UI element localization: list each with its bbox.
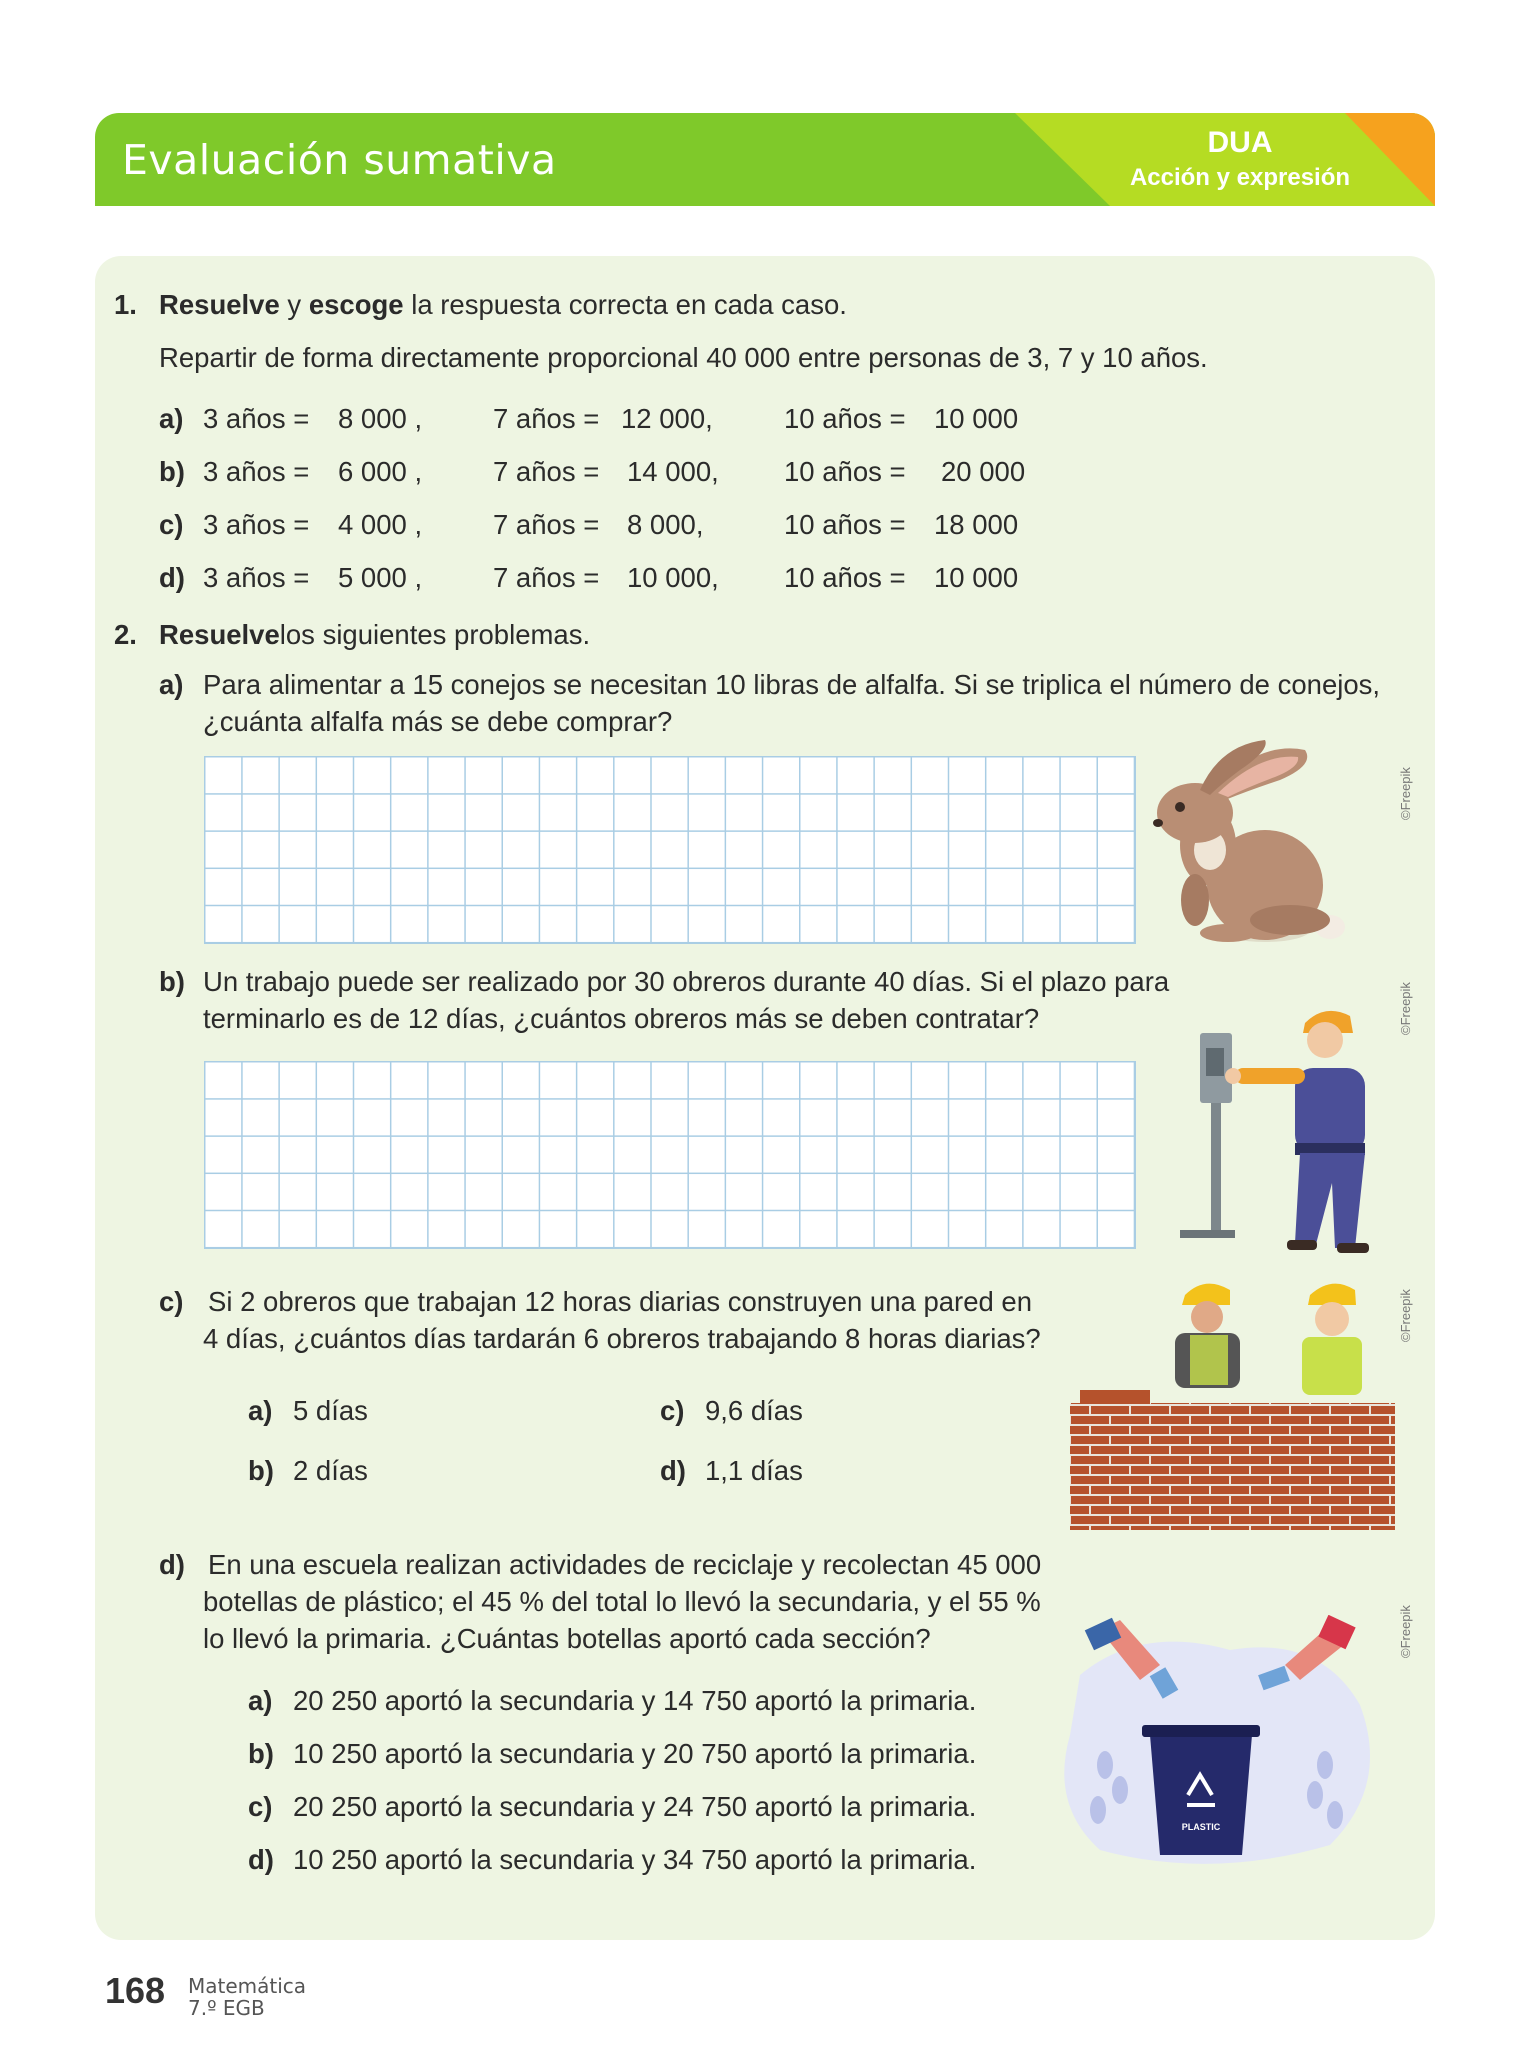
q2d-letter: d) <box>159 1549 185 1580</box>
option-text: 5 días <box>293 1395 368 1426</box>
option-value: 10 000 <box>934 562 1019 593</box>
rabbit-illustration <box>1140 735 1360 955</box>
option-letter: a) <box>248 1395 273 1426</box>
option-value: 8 000, <box>627 509 704 540</box>
option-label: 7 años = <box>493 562 600 593</box>
option-label: 10 años = <box>784 456 906 487</box>
option-value: 4 000 , <box>338 509 423 540</box>
option-value: 10 000 <box>934 403 1019 434</box>
q2-number: 2. <box>114 619 137 650</box>
dua-label: DUA <box>1207 126 1273 159</box>
option-text: 1,1 días <box>705 1455 803 1486</box>
option-text: 20 250 aportó la secundaria y 24 750 aportó la primaria. <box>293 1791 977 1822</box>
option-letter: b) <box>248 1738 274 1769</box>
subject-name: Matemática <box>188 1974 307 1998</box>
option-text: 10 250 aportó la secundaria y 34 750 aportó la primaria. <box>293 1844 977 1875</box>
freepik-credit: ©Freepik <box>1398 1289 1413 1342</box>
q1-number: 1. <box>114 289 137 320</box>
option-letter: d) <box>248 1844 274 1875</box>
q2b-line1: Un trabajo puede ser realizado por 30 obreros durante 40 días. Si el plazo para <box>203 966 1170 997</box>
option-label: 3 años = <box>203 403 310 434</box>
freepik-credit: ©Freepik <box>1398 767 1413 820</box>
option-letter: c) <box>159 509 184 540</box>
q2a-line1: Para alimentar a 15 conejos se necesitan 10 libras de alfalfa. Si se triplica el número de conejos, <box>203 669 1381 700</box>
option-value: 20 000 <box>941 456 1026 487</box>
option-text: 10 250 aportó la secundaria y 20 750 aportó la primaria. <box>293 1738 977 1769</box>
bricklayers-illustration <box>1070 1275 1400 1530</box>
option-text: 9,6 días <box>705 1395 803 1426</box>
freepik-credit: ©Freepik <box>1398 982 1413 1035</box>
q2c-line2: 4 días, ¿cuántos días tardarán 6 obreros trabajando 8 horas diarias? <box>203 1323 1041 1354</box>
book-info <box>188 1975 306 2019</box>
option-value: 14 000, <box>627 456 719 487</box>
option-label: 7 años = <box>493 403 600 434</box>
option-value: 12 000, <box>621 403 713 434</box>
option-value: 8 000 , <box>338 403 423 434</box>
option-letter: a) <box>159 403 184 434</box>
q2a-line2: ¿cuánta alfalfa más se debe comprar? <box>203 706 673 737</box>
freepik-credit: ©Freepik <box>1398 1605 1413 1658</box>
option-letter: d) <box>660 1455 686 1486</box>
recycling-illustration <box>1060 1615 1375 1870</box>
q1-statement: Repartir de forma directamente proporcional 40 000 entre personas de 3, 7 y 10 años. <box>159 342 1208 373</box>
option-letter: d) <box>159 562 185 593</box>
option-label: 3 años = <box>203 456 310 487</box>
q2c-letter: c) <box>159 1286 184 1317</box>
option-value: 18 000 <box>934 509 1019 540</box>
option-value: 5 000 , <box>338 562 423 593</box>
page-title: Evaluación sumativa <box>122 136 557 184</box>
answer-grid-a[interactable] <box>204 756 1136 944</box>
q2d-line2: botellas de plástico; el 45 % del total lo llevó la secundaria, y el 55 % <box>203 1586 1041 1617</box>
option-text: 20 250 aportó la secundaria y 14 750 aportó la primaria. <box>293 1685 977 1716</box>
option-label: 10 años = <box>784 562 906 593</box>
option-text: 2 días <box>293 1455 368 1486</box>
option-label: 10 años = <box>784 403 906 434</box>
q2c-line1: Si 2 obreros que trabajan 12 horas diarias construyen una pared en <box>208 1286 1033 1317</box>
q2d-line1: En una escuela realizan actividades de reciclaje y recolectan 45 000 <box>208 1549 1042 1580</box>
option-label: 3 años = <box>203 562 310 593</box>
q2-instruction: Resuelvelos siguientes problemas. <box>159 619 591 650</box>
answer-grid-b[interactable] <box>204 1061 1136 1249</box>
option-value: 10 000, <box>627 562 719 593</box>
page-number: 168 <box>105 1970 166 2011</box>
q2b-line2: terminarlo es de 12 días, ¿cuántos obreros más se deben contratar? <box>203 1003 1040 1034</box>
option-letter: b) <box>159 456 185 487</box>
grade-label: 7.º EGB <box>188 1996 265 2020</box>
option-letter: a) <box>248 1685 273 1716</box>
option-letter: c) <box>248 1791 273 1822</box>
option-label: 7 años = <box>493 456 600 487</box>
q2b-letter: b) <box>159 966 185 997</box>
worker-illustration <box>1175 978 1390 1263</box>
q2a-letter: a) <box>159 669 184 700</box>
option-value: 6 000 , <box>338 456 423 487</box>
option-letter: b) <box>248 1455 274 1486</box>
dua-subtitle: Acción y expresión <box>1129 164 1351 191</box>
option-label: 7 años = <box>493 509 600 540</box>
q2d-line3: lo llevó la primaria. ¿Cuántas botellas aportó cada sección? <box>203 1623 931 1654</box>
option-label: 3 años = <box>203 509 310 540</box>
option-label: 10 años = <box>784 509 906 540</box>
bin-label: PLASTIC <box>1181 1822 1221 1832</box>
q1-instruction: Resuelve y escoge la respuesta correcta en cada caso. <box>159 289 847 320</box>
option-letter: c) <box>660 1395 685 1426</box>
